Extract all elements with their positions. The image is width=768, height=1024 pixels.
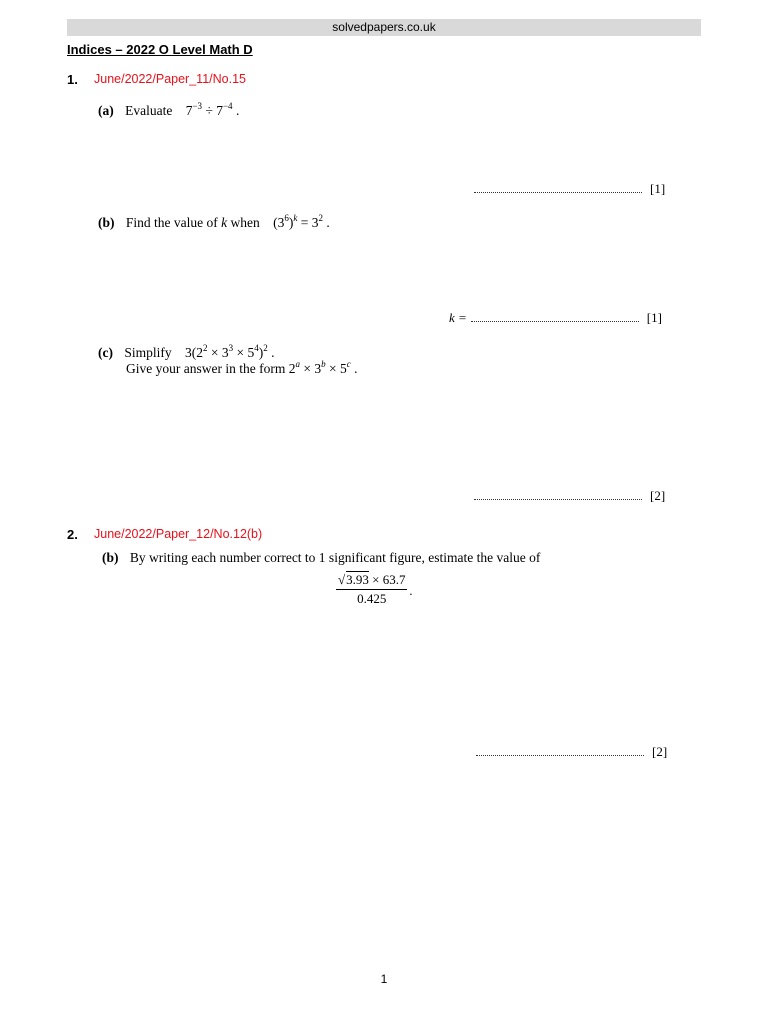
answer-line-1a xyxy=(470,181,665,197)
part-label: (b) xyxy=(98,215,115,230)
part-text-after: when xyxy=(227,215,260,230)
answer-dots[interactable] xyxy=(476,745,644,756)
answer-prefix: k = xyxy=(449,310,467,325)
marks: [2] xyxy=(652,744,668,759)
document-title: Indices – 2022 O Level Math D xyxy=(67,42,253,57)
marks: [1] xyxy=(646,310,662,325)
expression: $2^a \times 3^b \times 5^c$ . xyxy=(288,359,358,376)
site-name: solvedpapers.co.uk xyxy=(332,20,436,34)
expression: $(3^6)^k = 3^2$ . xyxy=(273,213,330,230)
fraction-numerator xyxy=(336,571,407,590)
fraction-expression xyxy=(336,571,413,607)
fraction-denominator: 0.425 xyxy=(357,591,387,606)
expression: $3(2^2 \times 3^3 \times 5^4)^2$ . xyxy=(185,343,275,360)
part-label: (b) xyxy=(102,550,119,565)
answer-line-1c xyxy=(470,488,665,504)
question-reference-1: June/2022/Paper_11/No.15 xyxy=(94,72,246,86)
variable-k: k xyxy=(221,215,228,230)
part-label: (c) xyxy=(98,345,113,360)
part-text: Simplify xyxy=(124,345,172,360)
question-2b xyxy=(102,550,540,566)
part-text: Give your answer in the form xyxy=(126,361,289,376)
question-number-2: 2. xyxy=(67,527,78,542)
question-1b xyxy=(98,213,330,231)
sqrt-icon: √ xyxy=(338,572,346,587)
answer-line-2b xyxy=(472,744,667,760)
marks: [1] xyxy=(650,181,666,196)
part-text: Evaluate xyxy=(125,103,173,118)
radicand: 3.93 xyxy=(346,572,369,587)
question-reference-2: June/2022/Paper_12/No.12(b) xyxy=(94,527,263,541)
fraction-end-mark: . xyxy=(409,583,413,598)
answer-line-1b xyxy=(449,310,662,326)
part-text-before: Find the value of xyxy=(125,215,222,230)
question-1a xyxy=(98,101,239,119)
question-number-1: 1. xyxy=(67,72,78,87)
answer-dots[interactable] xyxy=(474,182,642,193)
marks: [2] xyxy=(650,488,666,503)
site-header-bar xyxy=(67,19,701,36)
expression: $7^{-3} \div 7^{-4}$ . xyxy=(185,101,240,118)
part-label: (a) xyxy=(98,103,114,118)
answer-dots[interactable] xyxy=(471,311,639,322)
question-1c-line2 xyxy=(126,359,357,377)
page-number: 1 xyxy=(380,972,388,986)
multiplier: × 63.7 xyxy=(368,572,406,587)
answer-dots[interactable] xyxy=(474,489,642,500)
part-text: By writing each number correct to 1 significant figure, estimate the value of xyxy=(129,550,541,565)
